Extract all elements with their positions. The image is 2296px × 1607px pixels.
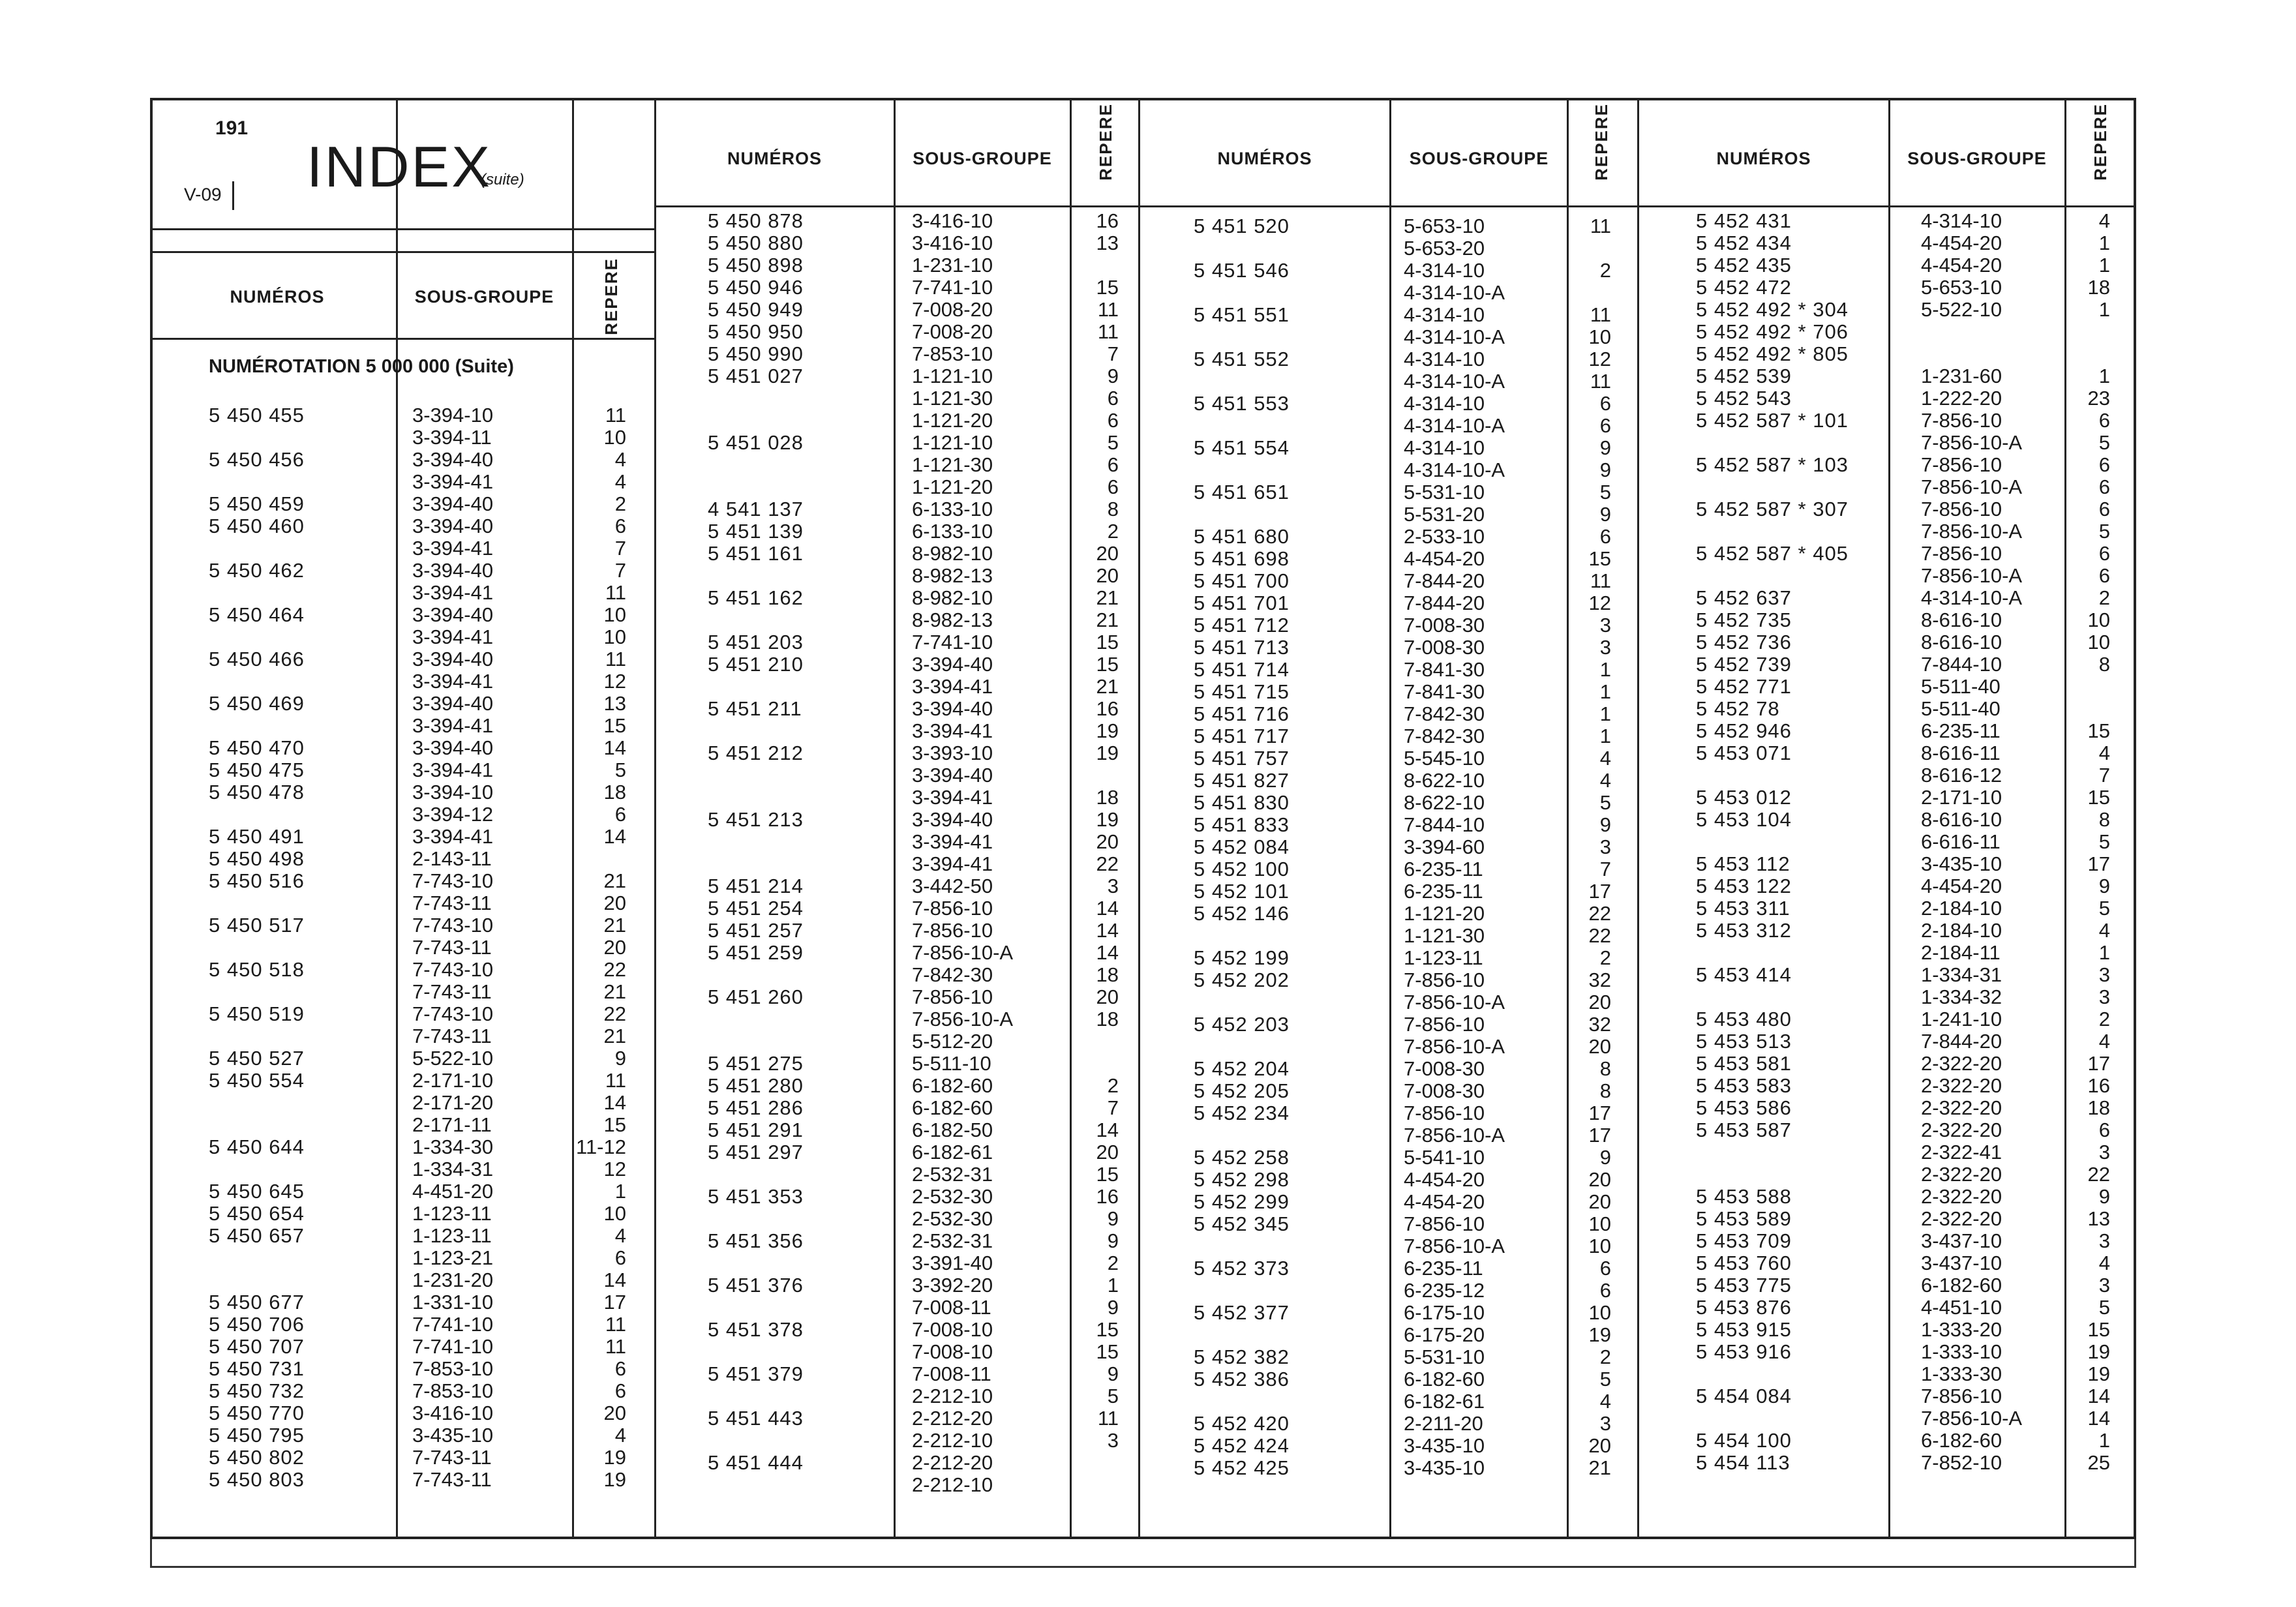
- header-rule: [654, 205, 2136, 207]
- divider: [654, 98, 656, 1539]
- divider: [1389, 98, 1391, 1539]
- column-4-numeros: 5 452 431 5 452 434 5 452 435 5 452 472 5 452 492 * 304 5 452 492 * 706 5 452 492 * 805 5 452 539 5 452 543 5 452 587 * 101 5 452 587 * 103 5 452 587 * 307 5 452 587 * 405 5 452 637 5 452 735 5 452 736 5 452 739 5 452 771 5 452 78 5 452 946 5 453 071 5 453 012 5 453 104 5 453 112 5 453 122 5 453 311 5 453 312 5 453 414 5 453 480 5 453 513 5 453 581 5 453 583 5 453 586 5 453 587 5 453 588 5 453 589 5 453 709 5 453 760 5 453 775 5 453 876 5 453 915 5 453 916 5 454 084 5 454 100 5 454 113: [1696, 209, 1849, 1474]
- bottom-strip: [150, 1539, 2136, 1568]
- header-sous-groupe: SOUS-GROUPE: [414, 287, 554, 307]
- divider: [1070, 98, 1072, 1539]
- page-title: INDEX: [307, 134, 492, 199]
- column-3-numeros: 5 451 520 5 451 546 5 451 551 5 451 552 5 451 553 5 451 554 5 451 651 5 451 680 5 451 698 5 451 700 5 451 701 5 451 712 5 451 713 5 451 714 5 451 715 5 451 716 5 451 717 5 451 757 5 451 827 5 451 830 5 451 833 5 452 084 5 452 100 5 452 101 5 452 146 5 452 199 5 452 202 5 452 203 5 452 204 5 452 205 5 452 234 5 452 258 5 452 298 5 452 299 5 452 345 5 452 373 5 452 377 5 452 382 5 452 386 5 452 420 5 452 424 5 452 425: [1194, 215, 1290, 1479]
- divider: [1138, 98, 1140, 1539]
- column-3-sous-groupe: 5-653-10 5-653-20 4-314-10 4-314-10-A 4-314-10 4-314-10-A 4-314-10 4-314-10-A 4-314-10 4-314-10-A 4-314-10 4-314-10-A 5-531-10 5-531-20 2-533-10 4-454-20 7-844-20 7-844-20 7-008-30 7-008-30 7-841-30 7-841-30 7-842-30 7-842-30 5-545-10 8-622-10 8-622-10 7-844-10 3-394-60 6-235-11 6-235-11 1-121-20 1-121-30 1-123-11 7-856-10 7-856-10-A 7-856-10 7-856-10-A 7-008-30 7-008-30 7-856-10 7-856-10-A 5-541-10 4-454-20 4-454-20 7-856-10 7-856-10-A 6-235-11 6-235-12 6-175-10 6-175-20 5-531-10 6-182-60 6-182-61 2-211-20 3-435-10 3-435-10: [1404, 215, 1505, 1479]
- divider: [2064, 98, 2066, 1539]
- header-numeros: NUMÉROS: [1217, 149, 1312, 168]
- section-code: V-09: [184, 181, 234, 210]
- column-2-sous-groupe: 3-416-10 3-416-10 1-231-10 7-741-10 7-008-20 7-008-20 7-853-10 1-121-10 1-121-30 1-121-20 1-121-10 1-121-30 1-121-20 6-133-10 6-133-10 8-982-10 8-982-13 8-982-10 8-982-13 7-741-10 3-394-40 3-394-41 3-394-40 3-394-41 3-393-10 3-394-40 3-394-41 3-394-40 3-394-41 3-394-41 3-442-50 7-856-10 7-856-10 7-856-10-A 7-842-30 7-856-10 7-856-10-A 5-512-20 5-511-10 6-182-60 6-182-60 6-182-50 6-182-61 2-532-31 2-532-30 2-532-30 2-532-31 3-391-40 3-392-20 7-008-11 7-008-10 7-008-10 7-008-11 2-212-10 2-212-20 2-212-10 2-212-20 2-212-10: [912, 209, 1014, 1496]
- column-2-repere: 16 13 15 11 11 7 9 6 6 5 6 6 8 2 20 20 21 21 15 15 21 16 19 19 18 19 20 22 3 14 14 14 18 20 18 2 7 14 20 15 16 9 9 2 1 9 15 15 9 5 11 3: [1096, 209, 1119, 1452]
- column-1-repere: 11 10 4 4 2 6 7 7 11 10 10 11 12 13 15 14 5 18 6 14 21 20 21 20 22 21 22 21 9 11 14 15 11-12 12 1 10 4 6 14 17 11 11 6 6 20 4 19 19: [576, 404, 626, 1491]
- column-1-sous-groupe: 3-394-10 3-394-11 3-394-40 3-394-41 3-394-40 3-394-40 3-394-41 3-394-40 3-394-41 3-394-40 3-394-41 3-394-40 3-394-41 3-394-40 3-394-41 3-394-40 3-394-41 3-394-10 3-394-12 3-394-41 2-143-11 7-743-10 7-743-11 7-743-10 7-743-11 7-743-10 7-743-11 7-743-10 7-743-11 5-522-10 2-171-10 2-171-20 2-171-11 1-334-30 1-334-31 4-451-20 1-123-11 1-123-11 1-123-21 1-231-20 1-331-10 7-741-10 7-741-10 7-853-10 7-853-10 3-416-10 3-435-10 7-743-11 7-743-11: [412, 404, 494, 1491]
- header-repere: REPERE: [1592, 103, 1611, 181]
- title-rule: [150, 228, 654, 230]
- header-repere: REPERE: [1096, 103, 1115, 181]
- header-sous-groupe: SOUS-GROUPE: [1409, 149, 1549, 168]
- column-2-numeros: 5 450 878 5 450 880 5 450 898 5 450 946 5 450 949 5 450 950 5 450 990 5 451 027 5 451 028 4 541 137 5 451 139 5 451 161 5 451 162 5 451 203 5 451 210 5 451 211 5 451 212 5 451 213 5 451 214 5 451 254 5 451 257 5 451 259 5 451 260 5 451 275 5 451 280 5 451 286 5 451 291 5 451 297 5 451 353 5 451 356 5 451 376 5 451 378 5 451 379 5 451 443 5 451 444: [708, 209, 804, 1474]
- column-4-sous-groupe: 4-314-10 4-454-20 4-454-20 5-653-10 5-522-10 1-231-60 1-222-20 7-856-10 7-856-10-A 7-856-10 7-856-10-A 7-856-10 7-856-10-A 7-856-10 7-856-10-A 4-314-10-A 8-616-10 8-616-10 7-844-10 5-511-40 5-511-40 6-235-11 8-616-11 8-616-12 2-171-10 8-616-10 6-616-11 3-435-10 4-454-20 2-184-10 2-184-10 2-184-11 1-334-31 1-334-32 1-241-10 7-844-20 2-322-20 2-322-20 2-322-20 2-322-20 2-322-41 2-322-20 2-322-20 2-322-20 3-437-10 3-437-10 6-182-60 4-451-10 1-333-20 1-333-10 1-333-30 7-856-10 7-856-10-A 6-182-60 7-852-10: [1921, 209, 2023, 1474]
- header-repere: REPERE: [2091, 103, 2110, 181]
- header-rule: [150, 338, 654, 340]
- header-repere: REPERE: [601, 258, 621, 335]
- column-3-repere: 11 2 11 10 12 11 6 6 9 9 5 9 6 15 11 12 3 3 1 1 1 1 4 4 5 9 3 7 17 22 22 2 32 20 32 20 8 8 17 17 9 20 20 10 10 6 6 10 19 2 5 4 3 20 21: [1588, 215, 1611, 1479]
- header-numeros: NUMÉROS: [727, 149, 822, 168]
- header-sous-groupe: SOUS-GROUPE: [913, 149, 1052, 168]
- page-number: 191: [215, 117, 249, 139]
- page-title-suffix: (suite): [481, 171, 524, 188]
- section-heading: NUMÉROTATION 5 000 000 (Suite): [209, 356, 514, 377]
- title-rule: [150, 251, 654, 253]
- divider: [1637, 98, 1639, 1539]
- divider: [894, 98, 896, 1539]
- column-1-numeros: 5 450 455 5 450 456 5 450 459 5 450 460 5 450 462 5 450 464 5 450 466 5 450 469 5 450 470 5 450 475 5 450 478 5 450 491 5 450 498 5 450 516 5 450 517 5 450 518 5 450 519 5 450 527 5 450 554 5 450 644 5 450 645 5 450 654 5 450 657 5 450 677 5 450 706 5 450 707 5 450 731 5 450 732 5 450 770 5 450 795 5 450 802 5 450 803: [209, 404, 305, 1491]
- divider: [396, 98, 398, 1539]
- header-numeros: NUMÉROS: [230, 287, 325, 307]
- column-4-repere: 4 1 1 18 1 1 23 6 5 6 6 6 5 6 6 2 10 10 8 15 4 7 15 8 5 17 9 5 4 1 3 3 2 4 17 16 18 6 3 22 9 13 3 4 3 5 15 19 19 14 14 1 25: [2087, 209, 2110, 1474]
- header-numeros: NUMÉROS: [1716, 149, 1811, 168]
- header-sous-groupe: SOUS-GROUPE: [1907, 149, 2047, 168]
- divider: [1888, 98, 1890, 1539]
